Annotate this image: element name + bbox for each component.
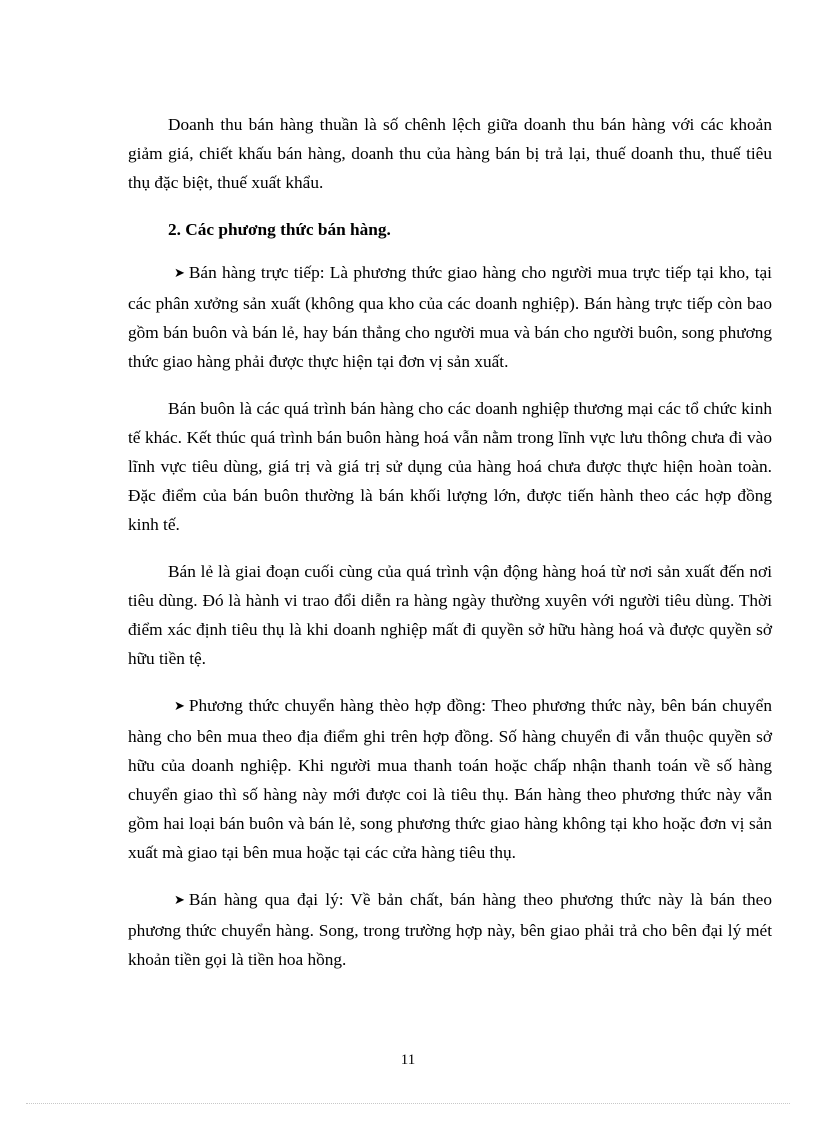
bullet-contract-shipment-text: Phương thức chuyển hàng thèo hợp đồng: Theo phương thức này, bên bán chuyển hàng cho bên mua theo địa điểm ghi trên hợp đồng. Số hàng chuyển đi vẫn thuộc quyền sở hữu của doanh nghiệp. Khi người mua thanh toán hoặc chấp nhận thanh toán về số hàng chuyển giao thì số hàng này mới được coi là tiêu thụ. Bán hàng theo phương thức này vẫn gồm hai loại bán buôn và bán lẻ, song phương thức giao hàng không tại kho hoặc đơn vị sản xuất mà giao tại bên mua hoặc tại các cửa hàng tiêu thụ. — [128, 696, 772, 862]
bullet-direct-sales — [128, 258, 772, 376]
arrowhead-right-icon: ➤ — [174, 266, 185, 281]
paragraph-wholesale: Bán buôn là các quá trình bán hàng cho các doanh nghiệp thương mại các tổ chức kinh tế khác. Kết thúc quá trình bán buôn hàng hoá vẫn nằm trong lĩnh vực lưu thông chưa đi vào lĩnh vực tiêu dùng, giá trị và giá trị sử dụng của hàng hoá chưa được thực hiện hoàn toàn. Đặc điểm của bán buôn thường là bán khối lượng lớn, được tiến hành theo các hợp đồng kinh tế. — [128, 399, 772, 534]
document-body — [128, 110, 772, 992]
page-number: 11 — [400, 1052, 416, 1068]
arrowhead-right-icon: ➤ — [174, 699, 185, 714]
paragraph-net-revenue: Doanh thu bán hàng thuần là số chênh lệch giữa doanh thu bán hàng với các khoản giảm giá, chiết khấu bán hàng, doanh thu của hàng bán bị trả lại, thuế doanh thu, thuế tiêu thụ đặc biệt, thuế xuất khẩu. — [128, 115, 772, 192]
section-heading: 2. Các phương thức bán hàng. — [168, 220, 391, 239]
bullet-contract-shipment — [128, 691, 772, 867]
bullet-agent-sales — [128, 885, 772, 974]
page-bottom-divider — [26, 1103, 790, 1104]
bullet-direct-sales-text: Bán hàng trực tiếp: Là phương thức giao hàng cho người mua trực tiếp tại kho, tại các phân xưởng sản xuất (không qua kho của các doanh nghiệp). Bán hàng trực tiếp còn bao gồm bán buôn và bán lẻ, hay bán thẳng cho người mua và bán cho người buôn, song phương thức giao hàng phải được thực hiện tại đơn vị sản xuất. — [128, 263, 772, 371]
paragraph-retail: Bán lẻ là giai đoạn cuối cùng của quá trình vận động hàng hoá từ nơi sản xuất đến nơi tiêu dùng. Đó là hành vi trao đổi diễn ra hàng ngày thường xuyên với người tiêu dùng. Thời điểm xác định tiêu thụ là khi doanh nghiệp mất đi quyền sở hữu hàng hoá và được quyền sở hữu tiền tệ. — [128, 562, 772, 668]
bullet-agent-sales-text: Bán hàng qua đại lý: Về bản chất, bán hàng theo phương thức này là bán theo phương thức chuyển hàng. Song, trong trường hợp này, bên giao phải trả cho bên đại lý mét khoản tiền gọi là tiền hoa hồng. — [128, 890, 772, 969]
arrowhead-right-icon: ➤ — [174, 893, 185, 908]
